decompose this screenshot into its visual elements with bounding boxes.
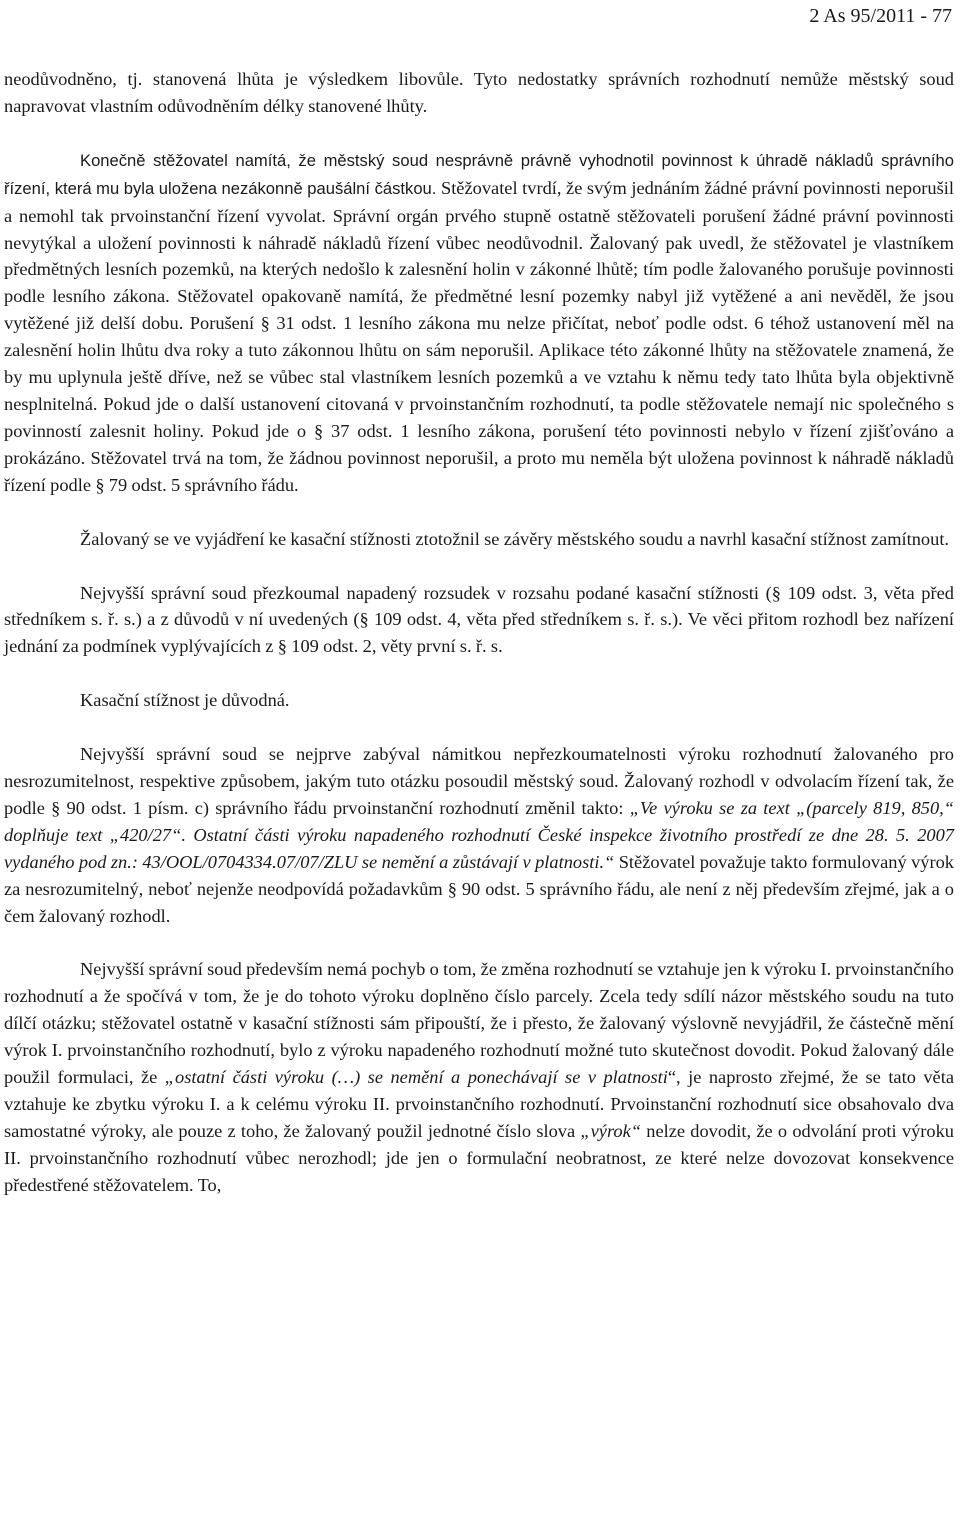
paragraph-7 [4,956,954,1198]
paragraph-7-middle: “, je naprosto zřejmé, že se tato věta vztahuje ke zbytku výroku I. a k celému výroku II. prvoinstančního rozhodnutí. Prvoinstanční rozhodnutí sice obsahovalo dva samostatné výroky, ale pouze z toho, že žalovaný použil jednotné číslo slova [4,1067,954,1141]
paragraph-7-quote-1: „ostatní části výroku (…) se nemění a ponechávají se v platnosti [164,1067,668,1088]
paragraph-4: Nejvyšší správní soud přezkoumal napadený rozsudek v rozsahu podané kasační stížnosti (§ 109 odst. 3, věta před středníkem s. ř. s.) a z důvodů v ní uvedených (§ 109 odst. 4, věta před středníkem s. ř. s.). Ve věci přitom rozhodl bez nařízení jednání za podmínek vyplývajících z § 109 odst. 2, věty první s. ř. s. [4,582,954,657]
paragraph-7-intro: Nejvyšší správní soud především nemá pochyb o tom, že změna rozhodnutí se vztahuje jen k výroku I. prvoinstančního rozhodnutí a že spočívá v tom, že je do tohoto výroku doplněno číslo parcely. Zcela tedy sdílí názor městského soudu na tuto dílčí otázku; stěžovatel ostatně v kasační stížnosti sám připouští, že i přesto, že žalovaný výslovně nevyjádřil, že částečně mění výrok I. prvoinstančního rozhodnutí, bylo z výroku napadeného rozhodnutí možné tuto skutečnost dovodit. Pokud žalovaný dále použil formulaci, že [4,959,954,1088]
paragraph-7-end: nelze dovodit, že o odvolání proti výroku II. prvoinstančního rozhodnutí vůbec nerozhodl; jde jen o formulační neobratnost, ze které nelze dovozovat konsekvence předestřené stěžovatelem. To, [4,1120,954,1195]
paragraph-3: Žalovaný se ve vyjádření ke kasační stížnosti ztotožnil se závěry městského soudu a navrhl kasační stížnost zamítnout. [80,528,950,549]
paragraph-2 [4,147,954,499]
paragraph-6-quoted-verdict: „Ve výroku se za text „(parcely 819, 850,“ doplňuje text „420/27“. Ostatní části výroku napadeného rozhodnutí České inspekce životního prostředí ze dne 28. 5. 2007 vydaného pod zn.: 43/OOL/0704334.07/07/ZLU se nemění a zůstávají v platnosti.“ [4,797,954,872]
page-header-case-reference: 2 As 95/2011 - 77 [809,5,952,27]
paragraph-6-intro: Nejvyšší správní soud se nejprve zabýval námitkou nepřezkoumatelnosti výroku rozhodnutí žalovaného pro nesrozumitelnost, respektive způsobem, jakým tuto otázku posoudil městský soud. Žalovaný rozhodl v odvolacím řízení tak, že podle § 90 odst. 1 písm. c) správního řádu prvoinstanční rozhodnutí změnil takto: [4,744,954,818]
paragraph-5: Kasační stížnost je důvodná. [80,690,290,711]
paragraph-6-conclusion: Stěžovatel považuje takto formulovaný výrok za nesrozumitelný, neboť nejenže neodpovídá požadavkům § 90 odst. 5 správního řádu, ale není z něj především zřejmé, jak a o čem žalovaný rozhodl. [4,851,954,926]
paragraph-1: neodůvodněno, tj. stanovená lhůta je výsledkem libovůle. Tyto nedostatky správních rozhodnutí nemůže městský soud napravovat vlastním odůvodněním délky stanovené lhůty. [4,69,954,116]
document-body [4,66,954,1199]
paragraph-6 [4,741,954,929]
paragraph-2-sans-segment: Konečně stěžovatel namítá, že městský soud nesprávně právně vyhodnotil povinnost k úhradě nákladů správního řízení, která mu byla uložena nezákonně paušální částkou. [4,150,954,198]
paragraph-2-serif-segment: Stěžovatel tvrdí, že svým jednáním žádné právní povinnosti neporušil a nemohl tak prvoinstanční řízení vyvolat. Správní orgán prvého stupně ostatně stěžovateli porušení žádné právní povinnosti nevytýkal a uložení povinnosti k náhradě nákladů řízení vůbec neodůvodnil. Žalovaný pak uvedl, že stěžovatel je vlastníkem předmětných lesních pozemků, na kterých nedošlo k zalesnění holin v zákonné lhůtě; tím podle žalovaného porušuje povinnosti podle lesního zákona. Stěžovatel opakovaně namítá, že předmětné lesní pozemky nabyl již vytěžené a ani nevěděl, že jsou vytěžené již delší dobu. Porušení § 31 odst. 1 lesního zákona mu nelze přičítat, neboť podle odst. 6 téhož ustanovení měl na zalesnění holin lhůtu dva roky a tuto zákonnou lhůtu on sám neporušil. Aplikace této zákonné lhůty na stěžovatele znamená, že by mu uplynula ještě dříve, než se vůbec stal vlastníkem lesních pozemků a ve vztahu k němu tedy tato lhůta byla objektivně nesplnitelná. Pokud jde o další ustanovení citovaná v prvoinstančním rozhodnutí, ta podle stěžovatele nemají nic společného s povinností zalesnit holiny. Pokud jde o § 37 odst. 1 lesního zákona, porušení této povinnosti nebylo v řízení zjišťováno a prokázáno. Stěžovatel trvá na tom, že žádnou povinnost neporušil, a proto mu neměla být uložena povinnost k náhradě nákladů řízení podle § 79 odst. 5 správního řádu. [4,177,954,495]
paragraph-7-quote-2: „výrok“ [580,1120,642,1141]
